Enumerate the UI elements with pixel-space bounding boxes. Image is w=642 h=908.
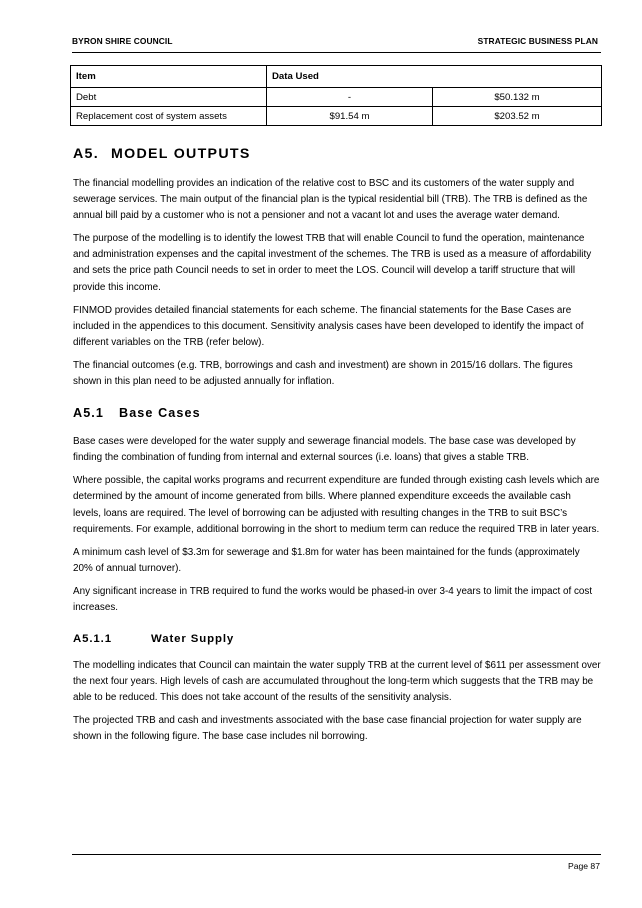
page-body <box>73 144 601 753</box>
table-header-item: Item <box>71 66 267 88</box>
paragraph: A minimum cash level of $3.3m for sewerage and $1.8m for water has been maintained for the funds (approximately 20% of annual turnover). <box>73 546 580 574</box>
table-cell: - <box>267 88 433 107</box>
header-rule <box>72 52 601 53</box>
paragraph: The projected TRB and cash and investments associated with the base case financial projection for water supply are shown in the following figure. The base case includes nil borrowing. <box>73 715 582 743</box>
section-number: A5. <box>73 146 99 162</box>
section-title: Base Cases <box>119 406 201 421</box>
paragraph: Any significant increase in TRB required to fund the works would be phased-in over 3-4 years to limit the impact of cost increases. <box>73 585 593 613</box>
table-cell: $203.52 m <box>433 107 602 126</box>
table-row <box>71 107 602 126</box>
table-cell: $50.132 m <box>433 88 602 107</box>
footer-rule <box>72 854 601 855</box>
paragraph: Base cases were developed for the water supply and sewerage financial models. The base case was developed by finding the combination of funding from internal and external sources (i.e. loans) that gives a stable TRB. <box>73 436 576 464</box>
paragraph: FINMOD provides detailed financial statements for each scheme. The financial statements for the Base Cases are included in the appendices to this document. Sensitivity analysis cases have been developed to identify the impact of different variables on the TRB (refer below). <box>73 304 584 348</box>
section-number: A5.1.1 <box>73 633 112 646</box>
section-number: A5.1 <box>73 406 105 421</box>
paragraph: The modelling indicates that Council can maintain the water supply TRB at the current level of $611 per assessment over the next four years. High levels of cash are accumulated throughout the long-term which suggests that the TRB may be able to be reduced. This does not take account of the results of the sensitivity analysis. <box>73 660 601 704</box>
header-document-title: STRATEGIC BUSINESS PLAN <box>477 36 598 46</box>
paragraph: Where possible, the capital works programs and recurrent expenditure are funded through existing cash levels which are determined by the amount of income generated from bills. Where planned expenditure exceeds the available cash levels, loans are required. The level of borrowing can be adjusted with resulting changes in the TRB to suit BSC’s requirements. For example, additional borrowing in the short to medium term can reduce the required TRB in later years. <box>73 475 600 535</box>
table-cell: Debt <box>71 88 267 107</box>
paragraph: The financial modelling provides an indication of the relative cost to BSC and its customers of the water supply and sewerage services. The main output of the financial plan is the typical residential bill (TRB). The TRB is defined as the annual bill paid by a customer who is not a pensioner and not a vacant lot and uses the average water demand. <box>73 178 588 222</box>
table-header-row <box>71 66 602 88</box>
table-cell: $91.54 m <box>267 107 433 126</box>
header-organisation: BYRON SHIRE COUNCIL <box>72 36 173 46</box>
section-title: MODEL OUTPUTS <box>111 146 251 162</box>
table-row <box>71 88 602 107</box>
section-heading-a5 <box>73 144 601 164</box>
data-table <box>70 65 602 126</box>
paragraph: The purpose of the modelling is to identify the lowest TRB that will enable Council to fund the operation, maintenance and administration expenses and the capital investment of the schemes. The TRB is used as a measure of affordability and sets the price path Council needs to set in order to meet the LOS. Council will develop a tariff structure that will provide this income. <box>73 233 592 293</box>
table-cell: Replacement cost of system assets <box>71 107 267 126</box>
page-number: Page 87 <box>567 861 600 871</box>
section-heading-a5-1 <box>73 404 601 422</box>
table-header-data-used: Data Used <box>267 66 602 88</box>
page-header <box>72 36 598 50</box>
paragraph: The financial outcomes (e.g. TRB, borrowings and cash and investment) are shown in 2015/16 dollars. The figures shown in this plan need to be adjusted annually for inflation. <box>73 359 573 388</box>
section-heading-a5-1-1 <box>73 630 601 648</box>
section-title: Water Supply <box>151 633 235 646</box>
